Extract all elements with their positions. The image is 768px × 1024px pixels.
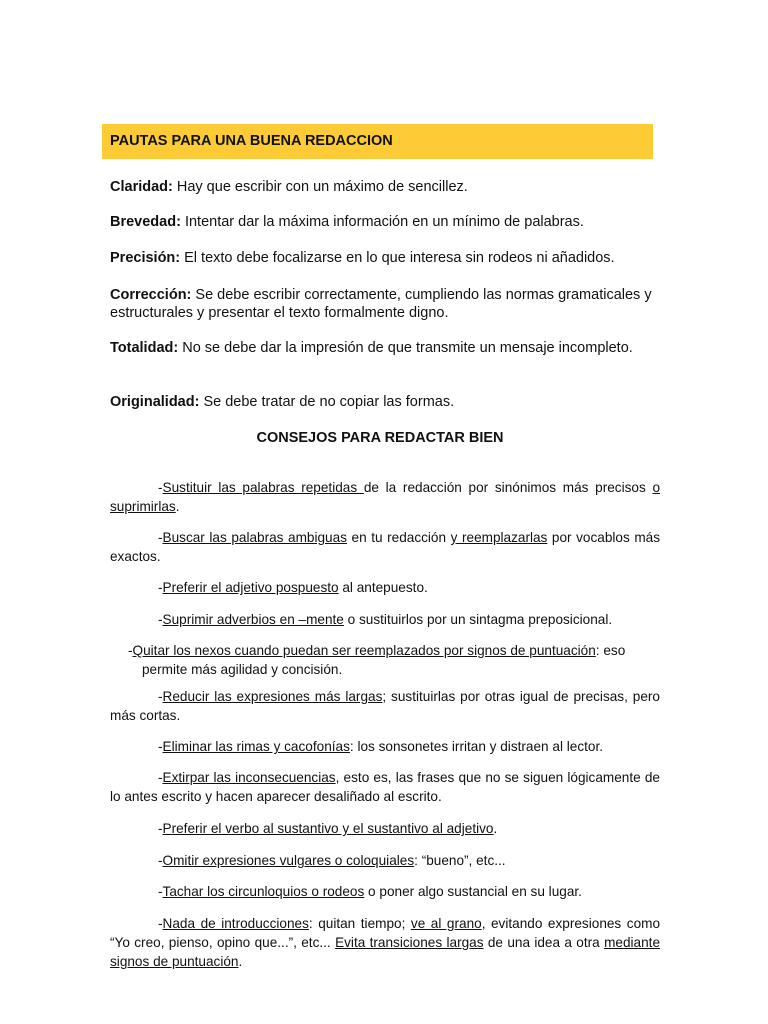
page-title: PAUTAS PARA UNA BUENA REDACCION <box>110 133 393 149</box>
consejo-2: -Buscar las palabras ambiguas en tu redacción y reemplazarlas por vocablos más exactos. <box>110 530 661 564</box>
consejo-8: -Extirpar las inconsecuencias, esto es, las frases que no se siguen lógicamente de lo antes escrito y hacen aparecer desaliñado al escrito. <box>110 770 660 804</box>
definition: El texto debe focalizarse en lo que interesa sin rodeos ni añadidos. <box>180 250 615 266</box>
definition: No se debe dar la impresión de que transmite un mensaje incompleto. <box>178 340 633 356</box>
term: Originalidad: <box>110 394 200 410</box>
consejo-6: -Reducir las expresiones más largas; sustituirlas por otras igual de precisas, pero más cortas. <box>110 689 660 723</box>
consejo-4: -Suprimir adverbios en –mente o sustituirlos por un sintagma preposicional. <box>158 612 613 627</box>
pauta-correccion <box>110 286 662 322</box>
pauta-originalidad <box>110 393 662 411</box>
pauta-claridad <box>110 178 662 196</box>
consejo-7: -Eliminar las rimas y cacofonías: los sonsonetes irritan y distraen al lector. <box>158 739 604 754</box>
pauta-totalidad <box>110 339 662 357</box>
term: Totalidad: <box>110 340 179 356</box>
consejos-heading: CONSEJOS PARA REDACTAR BIEN <box>256 430 504 446</box>
definition: Hay que escribir con un máximo de sencillez. <box>172 179 468 195</box>
consejo-11: -Tachar los circunloquios o rodeos o poner algo sustancial en su lugar. <box>158 884 582 899</box>
consejo-1: -Sustituir las palabras repetidas de la redacción por sinónimos más precisos o suprimirlas. <box>110 480 661 514</box>
consejo-10: -Omitir expresiones vulgares o coloquiales: “bueno”, etc... <box>158 853 506 868</box>
term: Brevedad: <box>110 214 181 230</box>
definition: Se debe tratar de no copiar las formas. <box>199 394 455 410</box>
consejo-5: -Quitar los nexos cuando puedan ser reemplazados por signos de puntuación: eso permite más agilidad y concisión. <box>128 643 626 677</box>
consejo-3: -Preferir el adjetivo pospuesto al antepuesto. <box>158 580 428 595</box>
consejo-12: -Nada de introducciones: quitan tiempo; ve al grano, evitando expresiones como “Yo creo, pienso, opino que...”, etc... Evita transiciones largas de una idea a otra mediante signos de puntuación. <box>110 916 661 969</box>
pauta-brevedad <box>110 213 662 231</box>
pauta-precision <box>110 249 662 267</box>
definition: Intentar dar la máxima información en un mínimo de palabras. <box>180 214 584 230</box>
term: Claridad: <box>110 179 173 195</box>
definition: Se debe escribir correctamente, cumpliendo las normas gramaticales y estructurales y presentar el texto formalmente digno. <box>110 287 652 321</box>
consejo-9: -Preferir el verbo al sustantivo y el sustantivo al adjetivo. <box>158 821 498 836</box>
term: Precisión: <box>110 250 181 266</box>
term: Corrección: <box>110 287 192 303</box>
title-banner <box>102 124 653 159</box>
